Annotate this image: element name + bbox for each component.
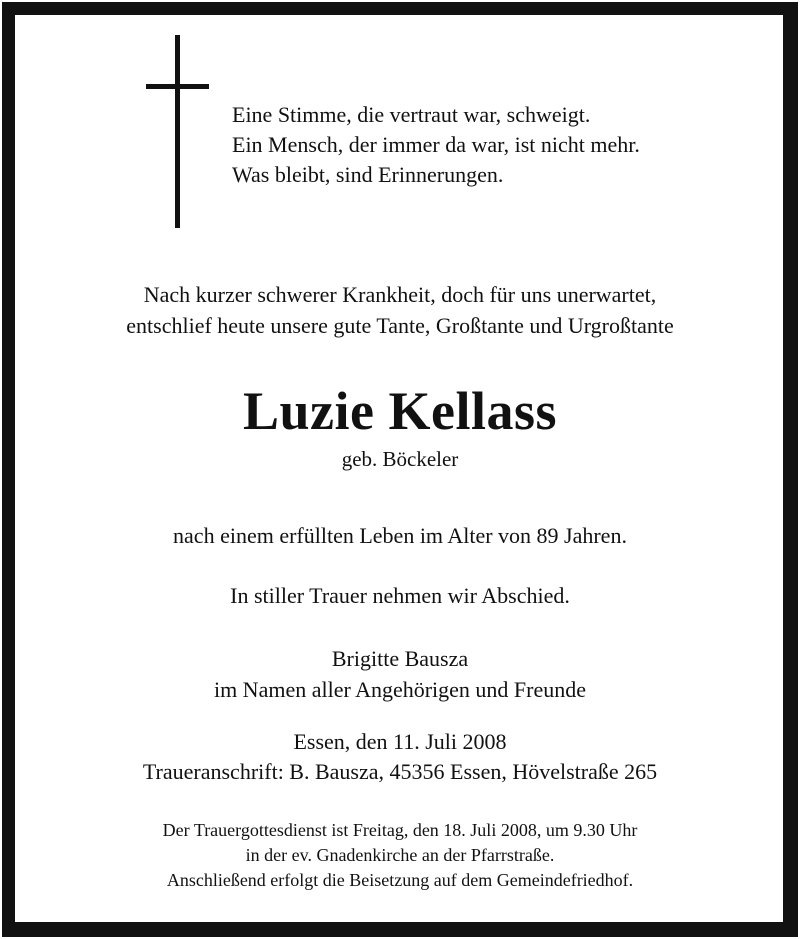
mourning-statement: In stiller Trauer nehmen wir Abschied. — [230, 583, 570, 608]
service-line: in der ev. Gnadenkirche an der Pfarrstraße. — [245, 845, 555, 865]
cross-vertical-bar — [175, 35, 180, 228]
signer-name: Brigitte Bausza — [331, 646, 469, 671]
signer-on-behalf: im Namen aller Angehörigen und Freunde — [213, 677, 587, 702]
service-details — [0, 818, 800, 893]
service-line: Anschließend erfolgt die Beisetzung auf dem Gemeindefriedhof. — [166, 870, 634, 890]
poem-line: Ein Mensch, der immer da war, ist nicht mehr. — [232, 132, 640, 157]
service-line: Der Trauergottesdienst ist Freitag, den 18. Juli 2008, um 9.30 Uhr — [162, 820, 638, 840]
mourning-address: Traueranschrift: B. Bausza, 45356 Essen, Hövelstraße 265 — [142, 759, 658, 784]
intro-line: Nach kurzer schwerer Krankheit, doch für uns unerwartet, — [143, 282, 657, 307]
poem — [232, 100, 772, 190]
intro-line: entschlief heute unsere gute Tante, Großtante und Urgroßtante — [126, 313, 674, 338]
deceased-name: Luzie Kellass — [243, 381, 557, 441]
announcement-intro — [0, 279, 800, 341]
poem-line: Eine Stimme, die vertraut war, schweigt. — [232, 102, 591, 127]
place-and-date: Essen, den 11. Juli 2008 — [293, 729, 507, 754]
poem-line: Was bleibt, sind Erinnerungen. — [232, 162, 504, 187]
birth-name: geb. Böckeler — [341, 447, 459, 471]
age-statement: nach einem erfüllten Leben im Alter von 89 Jahren. — [173, 523, 627, 548]
cross-horizontal-bar — [146, 84, 209, 89]
